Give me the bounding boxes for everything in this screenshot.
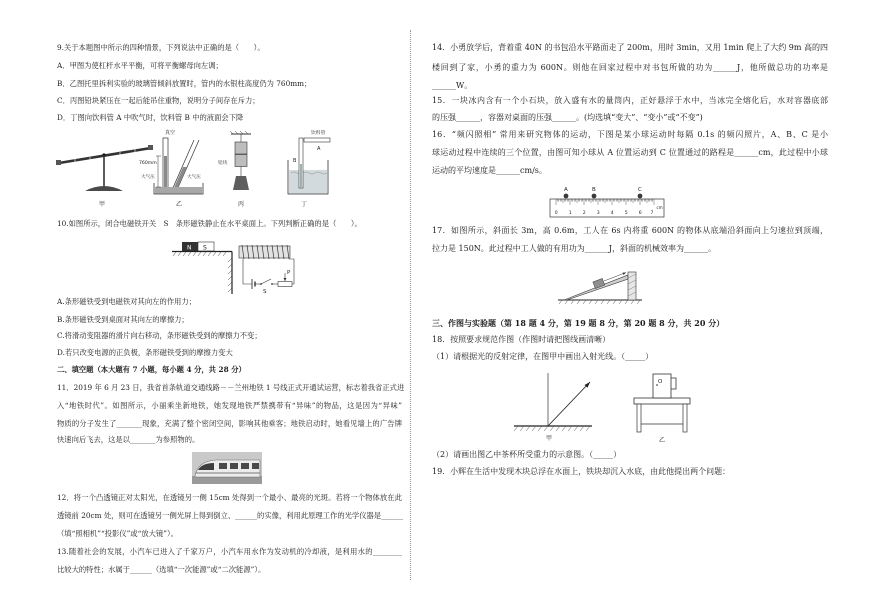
question-9-figure bbox=[55, 126, 340, 212]
question-18-part-2: （2）请画出图乙中茶杯所受重力的示意图。（_____） bbox=[432, 450, 622, 459]
point-a-label: A bbox=[564, 187, 568, 193]
strobe-ruler-figure bbox=[548, 184, 666, 220]
question-12-line: 透镜前 20cm 处，则可在透镜另一侧光屏上得到倒立、______的实像，利用此原理工作的光学仪器是______ bbox=[57, 511, 403, 520]
atmosphere-label-right: 大气压 bbox=[187, 175, 201, 180]
electromagnet-figure bbox=[172, 236, 296, 296]
question-9-stem: 9.关于本题图中所示的四种情景，下列说法中正确的是（ ）。 bbox=[57, 43, 265, 52]
reflection-diagram bbox=[514, 373, 592, 442]
slider-label: P bbox=[287, 270, 291, 276]
section-2-heading: 二、填空题（本大题有 7 小题，每小题 4 分，共 28 分） bbox=[57, 365, 246, 374]
atmosphere-label-left: 大气压 bbox=[141, 175, 155, 180]
straw-label: 饮料管 bbox=[311, 131, 326, 136]
point-c-label: C bbox=[638, 187, 642, 193]
question-12-line: 12．将一个凸透镜正对太阳光，在透镜另一侧 15cm 处得到一个最小、最亮的光斑。若将一个物体放在此 bbox=[57, 493, 402, 502]
question-13-line: 比较大的特性；水属于______（选填“一次能源”或“二次能源”）。 bbox=[57, 565, 266, 574]
ruler-tick-label: 2 bbox=[582, 211, 586, 216]
vacuum-label: 真空 bbox=[165, 130, 176, 136]
barometer-diagram bbox=[139, 129, 203, 208]
lead-block-label: 铅块 bbox=[218, 161, 228, 166]
bar-magnet bbox=[182, 242, 214, 252]
straw-diagram bbox=[288, 129, 330, 208]
lever-diagram bbox=[56, 145, 153, 208]
question-17-line: 拉力是 150N。此过程中工人做的有用功为______J，斜面的机械效率为______。 bbox=[432, 244, 717, 253]
switch-label: S bbox=[263, 289, 267, 295]
ruler-tick-label: 6 bbox=[638, 211, 642, 216]
question-11-line: 11．2019 年 6 月 23 日，我省首条轨道交通线路－－兰州地铁 1 号线正式开通试运营，标志着我省正式进 bbox=[57, 383, 405, 392]
ball-b bbox=[592, 194, 597, 199]
teacup bbox=[653, 374, 671, 398]
table bbox=[172, 252, 232, 295]
question-18-stem: 18．按照要求规范作图（作图时请把图线画清晰） bbox=[432, 335, 611, 344]
ball-a bbox=[564, 194, 569, 199]
question-14-line: 14．小勇放学后，背着重 40N 的书包沿水平路面走了 200m，用时 3min，又用 1min 爬上了大约 9m 高的四 bbox=[432, 43, 829, 52]
tube-b-label: B bbox=[293, 158, 297, 164]
question-9-option-a: A．甲图为使杠杆水平平衡，可将平衡螺母向左调； bbox=[57, 61, 223, 70]
table-cup-diagram bbox=[634, 374, 690, 444]
figure-label-jia: 甲 bbox=[546, 435, 553, 442]
question-14-line: 楼回到了家，小勇的重力为 600N。则他在回家过程中对书包所做的功为______J，他所做总功的功率是 bbox=[432, 63, 828, 72]
question-10-option-b: B.条形磁铁受到桌面对其向左的摩擦力； bbox=[57, 315, 189, 324]
question-9-option-b: B．乙图托里拆利实验的玻璃管倾斜放置时，管内的水银柱高度仍为 760mm； bbox=[57, 79, 312, 88]
ball-positions bbox=[564, 187, 643, 198]
ruler-tick-label: 0 bbox=[554, 211, 558, 216]
question-12-line: （填“照相机”“投影仪”或“放大镜”）。 bbox=[57, 529, 178, 538]
ruler-tick-label: 4 bbox=[610, 211, 614, 216]
section-3-heading: 三、作图与实验题（第 18 题 4 分，第 19 题 8 分，第 20 题 8 分，共 20 分） bbox=[432, 318, 725, 328]
electromagnet-coil bbox=[239, 245, 290, 259]
question-10-option-d: D.若只改变电源的正负极，条形磁铁受到的摩擦力变大 bbox=[57, 348, 233, 357]
question-10-stem: 10.如图所示，闭合电磁铁开关 S 条形磁铁静止在水平桌面上。下列判断正确的是（ ）。 bbox=[57, 219, 362, 228]
figure-label-ding: 丁 bbox=[301, 201, 308, 208]
ruler-unit-label: cm bbox=[656, 205, 663, 210]
question-9-option-d: D．丁图向饮料管 A 中吹气时，饮料管 B 中的液面会下降 bbox=[57, 113, 244, 122]
column-divider bbox=[410, 30, 411, 580]
question-15-line: 的压强______，容器对桌面的压强______。(均选填“变大”、“变小”或“不变”) bbox=[432, 113, 703, 122]
question-17-line: 17．如图所示，斜面长 3m，高 0.6m，工人在 6s 内将重 600N 的物体从底端沿斜面向上匀速拉到顶端， bbox=[432, 226, 828, 235]
ruler-tick-label: 5 bbox=[624, 211, 628, 216]
ruler-tick-label: 7 bbox=[650, 211, 654, 216]
question-18-figure bbox=[508, 366, 700, 446]
tube-a-label: A bbox=[317, 146, 321, 152]
ball-c bbox=[638, 194, 643, 199]
reflected-ray bbox=[548, 382, 590, 426]
question-9-option-c: C．丙图铅块紧压在一起后能吊住重物，说明分子间存在斥力； bbox=[57, 96, 260, 105]
question-15-line: 15．一块冰内含有一个小石块，放入盛有水的量筒内，正好悬浮于水中，当冰完全熔化后，水对容器底部 bbox=[432, 96, 828, 105]
subway-train-photo bbox=[192, 452, 262, 484]
incline-figure bbox=[556, 260, 646, 306]
cup-center-label: O bbox=[658, 379, 663, 385]
question-18-part-1: （1）请根据光的反射定律，在图甲中画出入射光线。（_____） bbox=[432, 352, 654, 361]
figure-label-yi: 乙 bbox=[176, 201, 183, 208]
mercury-height-label: 760mm bbox=[139, 161, 157, 166]
magnet-south-label: S bbox=[203, 244, 207, 252]
figure-label-yi: 乙 bbox=[659, 437, 666, 444]
figure-label-bing: 丙 bbox=[238, 201, 245, 208]
question-14-line: ______W。 bbox=[432, 81, 473, 90]
question-13-line: 13.随着社会的发展，小汽车已进入了千家万户，小汽车用水作为发动机的冷却液，是利用水的________ bbox=[57, 547, 402, 556]
figure-label-jia: 甲 bbox=[99, 201, 106, 208]
question-19-stem: 19．小辉在生活中发现木块总浮在水面上，铁块却沉入水底，由此他提出两个问题： bbox=[432, 467, 731, 476]
magnet-north-label: N bbox=[187, 244, 192, 252]
question-10-option-a: A.条形磁铁受到电磁铁对其向左的作用力； bbox=[57, 297, 196, 306]
lead-block-diagram bbox=[218, 131, 251, 208]
question-16-line: 球运动过程中连续的三个位置，由图可知小球从 A 位置运动到 C 位置通过的路程是______cm，此过程中小球 bbox=[432, 148, 828, 157]
question-10-option-c: C.将滑动变阻器的滑片向右移动，条形磁铁受到的摩擦力不变； bbox=[57, 331, 262, 340]
ruler-tick-label: 1 bbox=[568, 211, 572, 216]
question-16-line: 运动的平均速度是______cm/s。 bbox=[432, 166, 547, 175]
point-b-label: B bbox=[592, 187, 596, 193]
question-11-line: 快速向后飞去，这是以_______为参照物的。 bbox=[57, 435, 200, 444]
question-11-line: 物质的分子发生了_______现象，充满了整个密闭空间，影响其他乘客；地铁启动时，她看见墙上的广告牌 bbox=[57, 419, 402, 428]
question-16-line: 16．“频闪照相” 常用来研究物体的运动，下图是某小球运动时每隔 0.1s 的频闪照片，A、B、C 是小 bbox=[432, 130, 828, 139]
ruler-tick-label: 3 bbox=[596, 211, 600, 216]
question-11-line: 入“地铁时代”。如图所示，小丽乘坐新地铁，她发现地铁严禁携带有“异味”的物品，这是因为“异味” bbox=[57, 401, 402, 410]
